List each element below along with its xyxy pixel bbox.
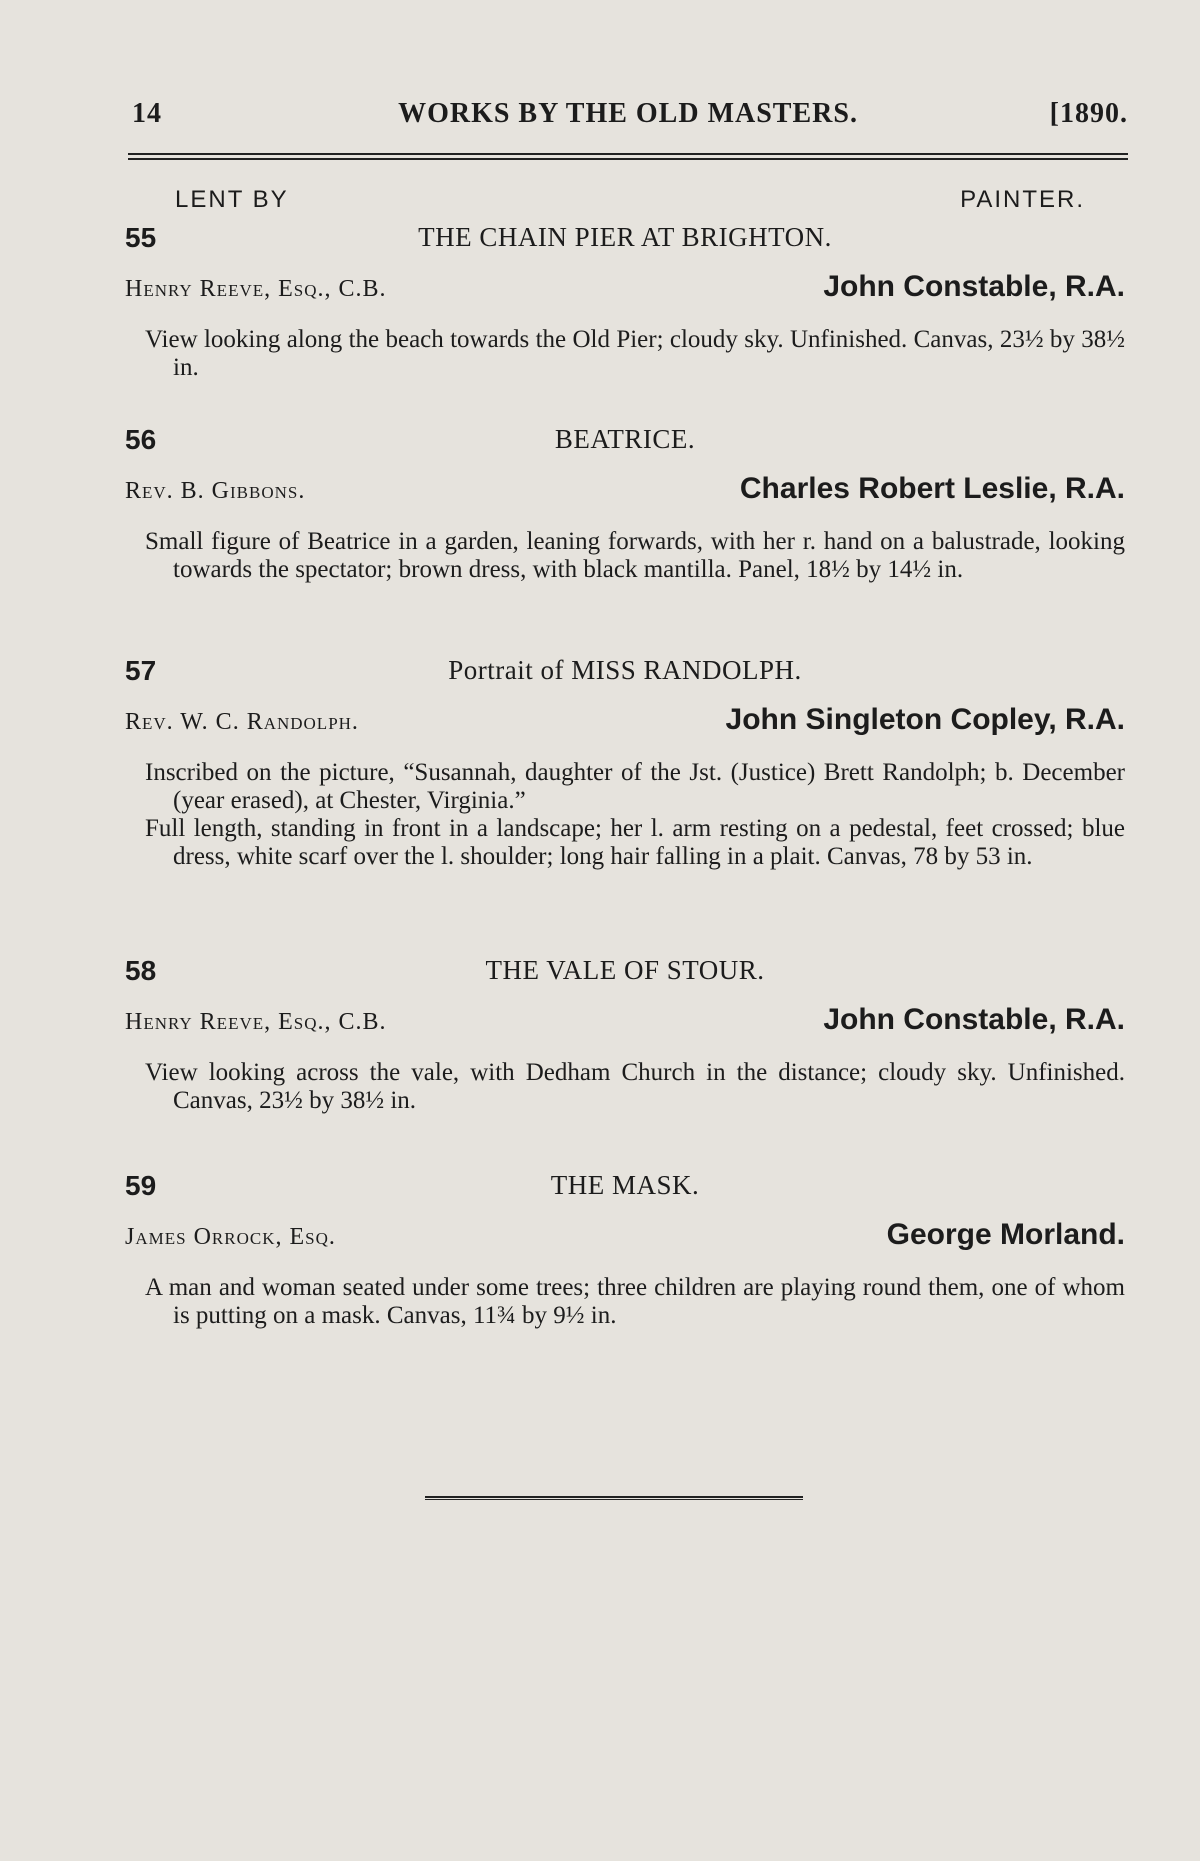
column-heading-lent-by: LENT BY — [175, 186, 289, 213]
painter: John Constable, R.A. — [823, 270, 1125, 303]
lender: Henry Reeve, Esq., C.B. — [125, 1009, 387, 1035]
entry-title: Portrait of MISS RANDOLPH. — [448, 655, 802, 685]
catalogue-entry — [125, 955, 1125, 1115]
lender: Henry Reeve, Esq., C.B. — [125, 276, 387, 302]
entry-inscription: Inscribed on the picture, “Susannah, daughter of the Jst. (Justice) Brett Randolph; b. December (year erased), at Chester, Virginia.” — [145, 759, 1125, 814]
lender: James Orrock, Esq. — [125, 1224, 336, 1250]
page-number: 14 — [132, 98, 162, 129]
entry-title: THE MASK. — [550, 1170, 700, 1200]
entry-title: THE VALE OF STOUR. — [485, 955, 765, 985]
painter: George Morland. — [886, 1218, 1125, 1251]
entry-description: View looking across the vale, with Dedham Church in the distance; cloudy sky. Unfinished. Canvas, 23½ by 38½ in. — [145, 1059, 1125, 1114]
painter: Charles Robert Leslie, R.A. — [739, 472, 1125, 505]
entry-title: BEATRICE. — [554, 424, 696, 454]
running-title: WORKS BY THE OLD MASTERS. — [398, 98, 858, 129]
entry-number: 58 — [125, 955, 157, 986]
entry-number: 56 — [125, 424, 157, 455]
entry-description: Full length, standing in front in a landscape; her l. arm resting on a pedestal, feet crossed; blue dress, white scarf over the l. shoulder; long hair falling in a plait. Canvas, 78 by 53 in. — [145, 815, 1125, 870]
lender: Rev. W. C. Randolph. — [125, 709, 359, 735]
entry-number: 57 — [125, 655, 157, 686]
lender: Rev. B. Gibbons. — [125, 478, 306, 504]
header-double-rule — [128, 153, 1128, 160]
entry-description: A man and woman seated under some trees; three children are playing round them, one of whom is putting on a mask. Canvas, 11¾ by 9½ in. — [145, 1274, 1125, 1329]
painter: John Singleton Copley, R.A. — [725, 703, 1125, 736]
year: [1890. — [1049, 98, 1128, 129]
column-heading-painter: PAINTER. — [960, 186, 1085, 213]
catalogue-entry — [125, 1170, 1125, 1330]
painter: John Constable, R.A. — [823, 1003, 1125, 1036]
entry-title: THE CHAIN PIER AT BRIGHTON. — [418, 222, 832, 252]
catalogue-entry — [125, 424, 1125, 584]
catalogue-entry — [125, 222, 1125, 382]
section-end-rule — [425, 1496, 803, 1500]
entry-description: Small figure of Beatrice in a garden, leaning forwards, with her r. hand on a balustrade, looking towards the spectator; brown dress, with black mantilla. Panel, 18½ by 14½ in. — [145, 528, 1125, 583]
page-header — [128, 98, 1128, 138]
entry-description: View looking along the beach towards the Old Pier; cloudy sky. Unfinished. Canvas, 23½ by 38½ in. — [145, 326, 1125, 381]
entry-number: 59 — [125, 1170, 157, 1201]
entry-number: 55 — [125, 222, 157, 253]
catalogue-entry — [125, 655, 1125, 871]
